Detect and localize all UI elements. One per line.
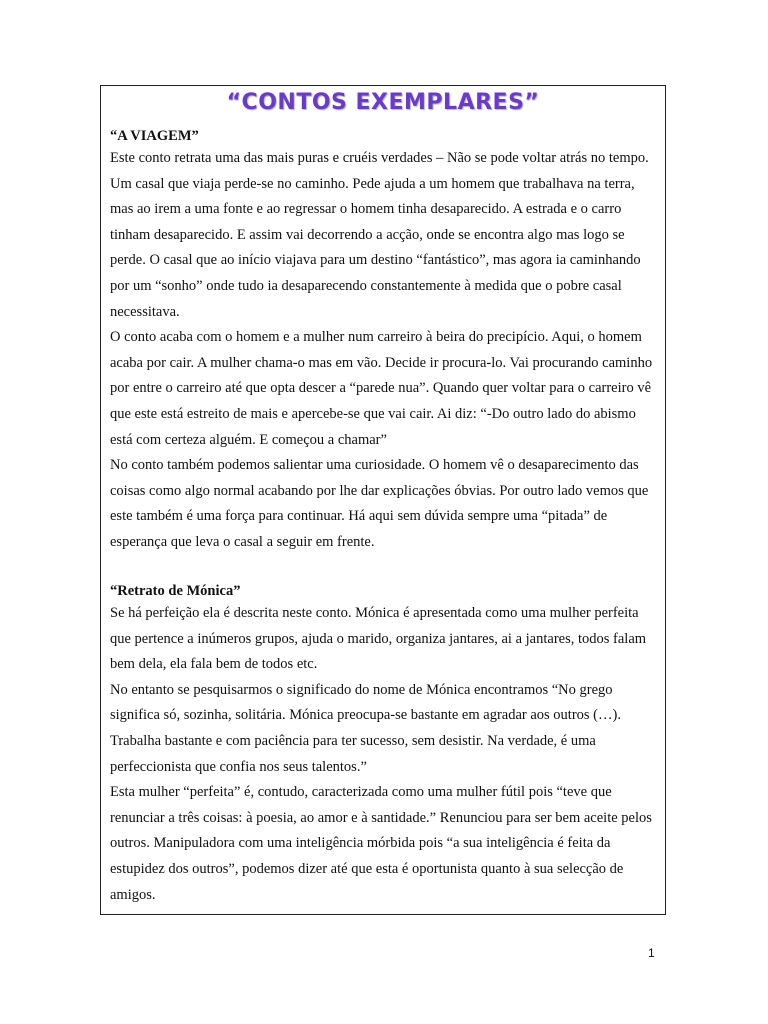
document-title: “CONTOS EXEMPLARES”: [226, 90, 540, 115]
paragraph: Esta mulher “perfeita” é, contudo, caracterizada como uma mulher fútil pois “teve que renunciar a três coisas: à poesia, ao amor e à santidade.” Renunciou para ser bem aceite pelos outros. Manipuladora com uma inteligência mórbida pois “a sua inteligência é feita da estupidez dos outros”, podemos dizer até que esta é oportunista quanto à sua selecção de amigos.: [110, 784, 652, 903]
paragraph: O conto acaba com o homem e a mulher num carreiro à beira do precipício. Aqui, o homem acaba por cair. A mulher chama-o mas em vão. Decide ir procura-lo. Vai procurando caminho por entre o carreiro até que opta descer a “parede nua”. Quando quer voltar para o carreiro vê que este está estreito de mais e apercebe-se que vai cair. Ai diz: “-Do outro lado do abismo está com certeza alguém. E começou a chamar”: [110, 329, 653, 448]
document-frame: [100, 85, 666, 915]
paragraph: Este conto retrata uma das mais puras e cruéis verdades – Não se pode voltar atrás no tempo. Um casal que viaja perde-se no caminho. Pede ajuda a um homem que trabalhava na terra, mas ao irem a uma fonte e ao regressar o homem tinha desaparecido. A estrada e o carro tinham desaparecido. E assim vai decorrendo a acção, onde se encontra algo mas logo se perde. O casal que ao início viajava para um destino “fantástico”, mas agora ia caminhando por um “sonho” onde tudo ia desaparecendo constantemente à medida que o pobre casal necessitava.: [110, 150, 649, 320]
section-a-viagem: [110, 126, 656, 556]
paragraph: No entanto se pesquisarmos o significado do nome de Mónica encontramos “No grego significa só, sozinha, solitária. Mónica preocupa-se bastante em agradar aos outros (…). Trabalha bastante e com paciência para ter sucesso, sem desistir. Na verdade, é uma perfeccionista que confia nos seus talentos.”: [110, 681, 621, 775]
section-spacer: [110, 556, 656, 582]
page-number: 1: [648, 946, 655, 960]
section-heading: “A VIAGEM”: [110, 128, 199, 144]
paragraph: Se há perfeição ela é descrita neste conto. Mónica é apresentada como uma mulher perfeita que pertence a inúmeros grupos, ajuda o marido, organiza jantares, ai a jantares, todos falam bem dela, ela fala bem de todos etc.: [110, 605, 647, 673]
section-retrato-de-monica: [110, 581, 656, 908]
paragraph: No conto também podemos salientar uma curiosidade. O homem vê o desaparecimento das coisas como algo normal acabando por lhe dar explicações óbvias. Por outro lado vemos que este também é uma força para continuar. Há aqui sem dúvida sempre uma “pitada” de esperança que leva o casal a seguir em frente.: [110, 457, 649, 550]
section-heading: “Retrato de Mónica”: [110, 583, 241, 600]
